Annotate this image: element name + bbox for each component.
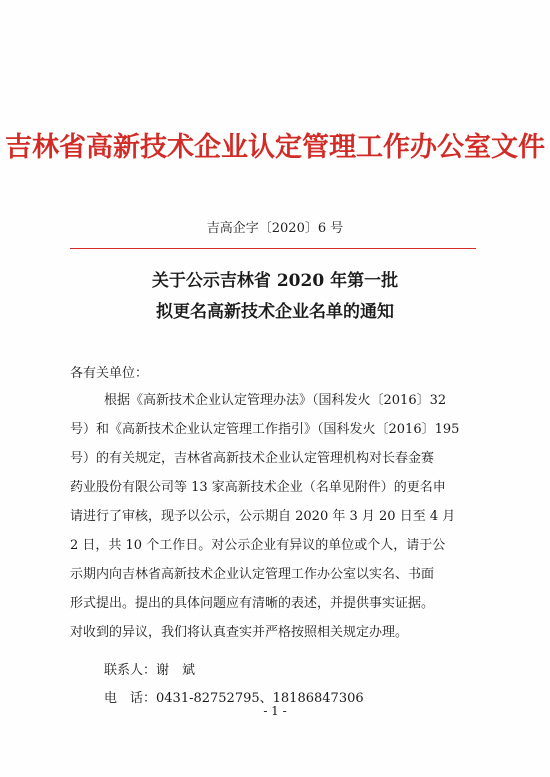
contact-person: 联系人：谢 斌 [104, 663, 196, 678]
page-number: - 1 - [263, 704, 287, 718]
issuer-red-header: 吉林省高新技术企业认定管理工作办公室文件 [5, 132, 545, 163]
body-line-3: 号）的有关规定，吉林省高新技术企业认定管理机构对长春金赛 [70, 451, 435, 466]
notice-title-line-1: 关于公示吉林省 2020 年第一批 [151, 271, 399, 291]
body-line-1: 根据《高新技术企业认定管理办法》（国科发火〔2016〕32 [104, 393, 447, 408]
contact-phone: 电 话：0431-82752795、18186847306 [104, 691, 364, 706]
body-line-9: 对收到的异议，我们将认真查实并严格按照相关规定办理。 [70, 625, 409, 640]
body-line-4: 药业股份有限公司等 13 家高新技术企业（名单见附件）的更名申 [70, 480, 446, 495]
body-line-7: 示期内向吉林省高新技术企业认定管理工作办公室以实名、书面 [70, 567, 435, 582]
body-line-2: 号）和《高新技术企业认定管理工作指引》（国科发火〔2016〕195 [70, 422, 460, 437]
body-line-5: 请进行了审核，现予以公示，公示期自 2020 年 3 月 20 日至 4 月 [70, 509, 456, 524]
body-line-6: 2 日，共 10 个工作日。对公示企业有异议的单位或个人，请于公 [70, 538, 446, 553]
salutation: 各有关单位： [70, 366, 149, 381]
body-line-8: 形式提出。提出的具体问题应有清晰的表述，并提供事实证据。 [70, 596, 435, 611]
red-divider-line [70, 248, 476, 249]
document-number: 吉高企字〔2020〕6 号 [206, 221, 344, 236]
notice-title-line-2: 拟更名高新技术企业名单的通知 [156, 302, 394, 322]
